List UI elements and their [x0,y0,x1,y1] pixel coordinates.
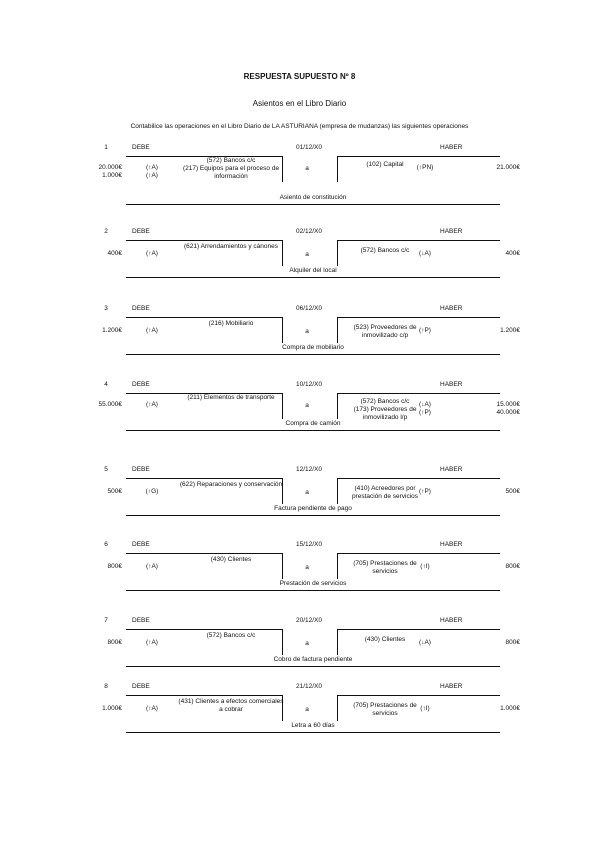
debit-sign: (↑A) [146,639,158,646]
entry-number: 5 [104,466,108,473]
debe-label: DEBE [132,381,150,388]
entry-number: 7 [104,617,108,624]
entry-caption: Compra de mobiliario [282,344,344,351]
rule-line [337,478,500,479]
rule-line [337,393,500,394]
debit-sign: (↑A) [146,401,158,408]
divider-line [282,553,283,579]
debit-amount: 400€ [107,250,122,257]
a-connector: a [305,489,309,496]
haber-label: HABER [440,683,463,690]
divider-line [337,695,338,721]
debit-amount: 20.000€ 1.000€ [98,164,122,179]
rule-line [126,240,282,241]
debe-label: DEBE [132,617,150,624]
rule-line [126,478,282,479]
divider-line [337,629,338,655]
divider-line [337,156,338,182]
rule-line [126,553,282,554]
credit-account: (102) Capital [366,161,404,168]
rule-line [126,317,282,318]
entry-number: 3 [104,305,108,312]
debit-sign: (↑A) (↑A) [146,164,158,179]
rule-line [126,354,500,355]
haber-label: HABER [440,228,463,235]
divider-line [337,240,338,266]
a-connector: a [305,251,309,258]
rule-line [337,240,500,241]
credit-account: (705) Prestaciones de servicios [353,560,417,575]
credit-account: (572) Bancos c/c (173) Proveedores de inmovilizado l/p [353,398,417,421]
entry-number: 2 [104,228,108,235]
credit-sign: (↑I) [420,705,430,712]
debe-label: DEBE [132,541,150,548]
divider-line [337,393,338,419]
entry-caption: Asiento de constitución [279,194,347,201]
journal-entry [0,144,599,216]
credit-account: (523) Proveedores de inmovilizado c/p [353,324,417,339]
a-connector: a [305,706,309,713]
a-connector: a [305,165,309,172]
entry-date: 12/12/X0 [295,466,323,473]
intro-text: Contabilice las operaciones en el Libro Diario de LA ASTURIANA (empresa de mudanzas) las siguientes operaciones [130,123,469,130]
entry-caption: Compra de camión [285,420,341,427]
entry-date: 15/12/X0 [295,541,323,548]
debit-amount: 800€ [107,563,122,570]
credit-amount: 800€ [505,639,520,646]
entry-caption: Factura pendiente de pago [274,505,352,512]
a-connector: a [305,564,309,571]
credit-sign: (↑P) [419,327,431,334]
journal-entry [0,541,599,613]
entry-caption: Cobro de factura pendiente [273,656,353,663]
journal-entry [0,381,599,453]
entry-number: 6 [104,541,108,548]
haber-label: HABER [440,466,463,473]
a-connector: a [305,640,309,647]
credit-amount: 400€ [505,250,520,257]
credit-amount: 1.000€ [500,705,520,712]
haber-label: HABER [440,144,463,151]
debit-amount: 1.000€ [102,705,122,712]
debe-label: DEBE [132,683,150,690]
page-title: RESPUESTA SUPUESTO Nº 8 [243,72,356,81]
debit-sign: (↑G) [145,488,159,495]
debit-account: (211) Elementos de transporte [187,394,275,401]
debit-account: (572) Bancos c/c (217) Equipos para el proceso de información [182,157,280,180]
journal-entry [0,305,599,377]
page-subtitle: Asientos en el Libro Diario [252,99,347,108]
rule-line [337,156,500,157]
debit-sign: (↑A) [146,563,158,570]
rule-line [126,695,282,696]
credit-account: (410) Acreedores por prestación de servicios [351,485,419,500]
rule-line [126,277,500,278]
haber-label: HABER [440,541,463,548]
journal-entry [0,228,599,300]
entry-number: 4 [104,381,108,388]
credit-sign: (↓A) [419,639,431,646]
rule-line [126,430,500,431]
debit-sign: (↑A) [146,705,158,712]
rule-line [337,553,500,554]
entry-date: 06/12/X0 [295,305,323,312]
rule-line [126,515,500,516]
divider-line [282,156,283,182]
credit-sign: (↑PN) [416,164,434,171]
debit-account: (430) Clientes [210,556,252,563]
credit-amount: 500€ [505,488,520,495]
a-connector: a [305,328,309,335]
debit-account: (621) Arrendamientos y cánones [184,243,278,250]
credit-amount: 21.000€ [496,164,520,171]
rule-line [337,695,500,696]
divider-line [282,393,283,419]
debit-sign: (↑A) [146,250,158,257]
divider-line [337,553,338,579]
rule-line [337,317,500,318]
journal-entry [0,466,599,538]
rule-line [126,204,500,205]
entry-date: 20/12/X0 [295,617,323,624]
debe-label: DEBE [132,228,150,235]
rule-line [126,629,282,630]
debe-label: DEBE [132,466,150,473]
divider-line [282,629,283,655]
entry-caption: Prestación de servicios [279,580,347,587]
haber-label: HABER [440,305,463,312]
debit-account: (622) Reparaciones y conservación [179,481,283,488]
credit-sign: (↑P) [419,488,431,495]
divider-line [282,317,283,343]
divider-line [282,695,283,721]
credit-sign: (↓A) (↑P) [419,401,431,416]
entry-date: 21/12/X0 [295,683,323,690]
rule-line [126,590,500,591]
debit-amount: 55.000€ [98,401,122,408]
debit-sign: (↑A) [146,327,158,334]
divider-line [282,240,283,266]
debe-label: DEBE [132,144,150,151]
rule-line [337,629,500,630]
debit-amount: 1.200€ [102,327,122,334]
rule-line [126,732,500,733]
debit-account: (216) Mobiliario [208,320,254,327]
entry-number: 8 [104,683,108,690]
divider-line [337,317,338,343]
divider-line [337,478,338,504]
divider-line [282,478,283,504]
journal-entry [0,617,599,689]
credit-account: (572) Bancos c/c [360,247,410,254]
haber-label: HABER [440,617,463,624]
entry-date: 10/12/X0 [295,381,323,388]
credit-account: (430) Clientes [364,636,406,643]
entry-caption: Letra a 60 días [291,722,335,729]
debit-account: (431) Clientes a efectos comerciales a cobrar [178,698,284,713]
credit-sign: (↓A) [419,250,431,257]
journal-entry [0,683,599,755]
entry-caption: Alquiler del local [289,267,337,274]
credit-amount: 1.200€ [500,327,520,334]
entry-number: 1 [104,144,108,151]
debit-account: (572) Bancos c/c [206,632,256,639]
credit-amount: 15.000€ 40.000€ [496,401,520,416]
debe-label: DEBE [132,305,150,312]
credit-account: (705) Prestaciones de servicios [353,702,417,717]
entry-date: 01/12/X0 [295,144,323,151]
a-connector: a [305,402,309,409]
credit-amount: 800€ [505,563,520,570]
haber-label: HABER [440,381,463,388]
entry-date: 02/12/X0 [295,228,323,235]
debit-amount: 500€ [107,488,122,495]
debit-amount: 800€ [107,639,122,646]
rule-line [126,666,500,667]
credit-sign: (↑I) [420,563,430,570]
